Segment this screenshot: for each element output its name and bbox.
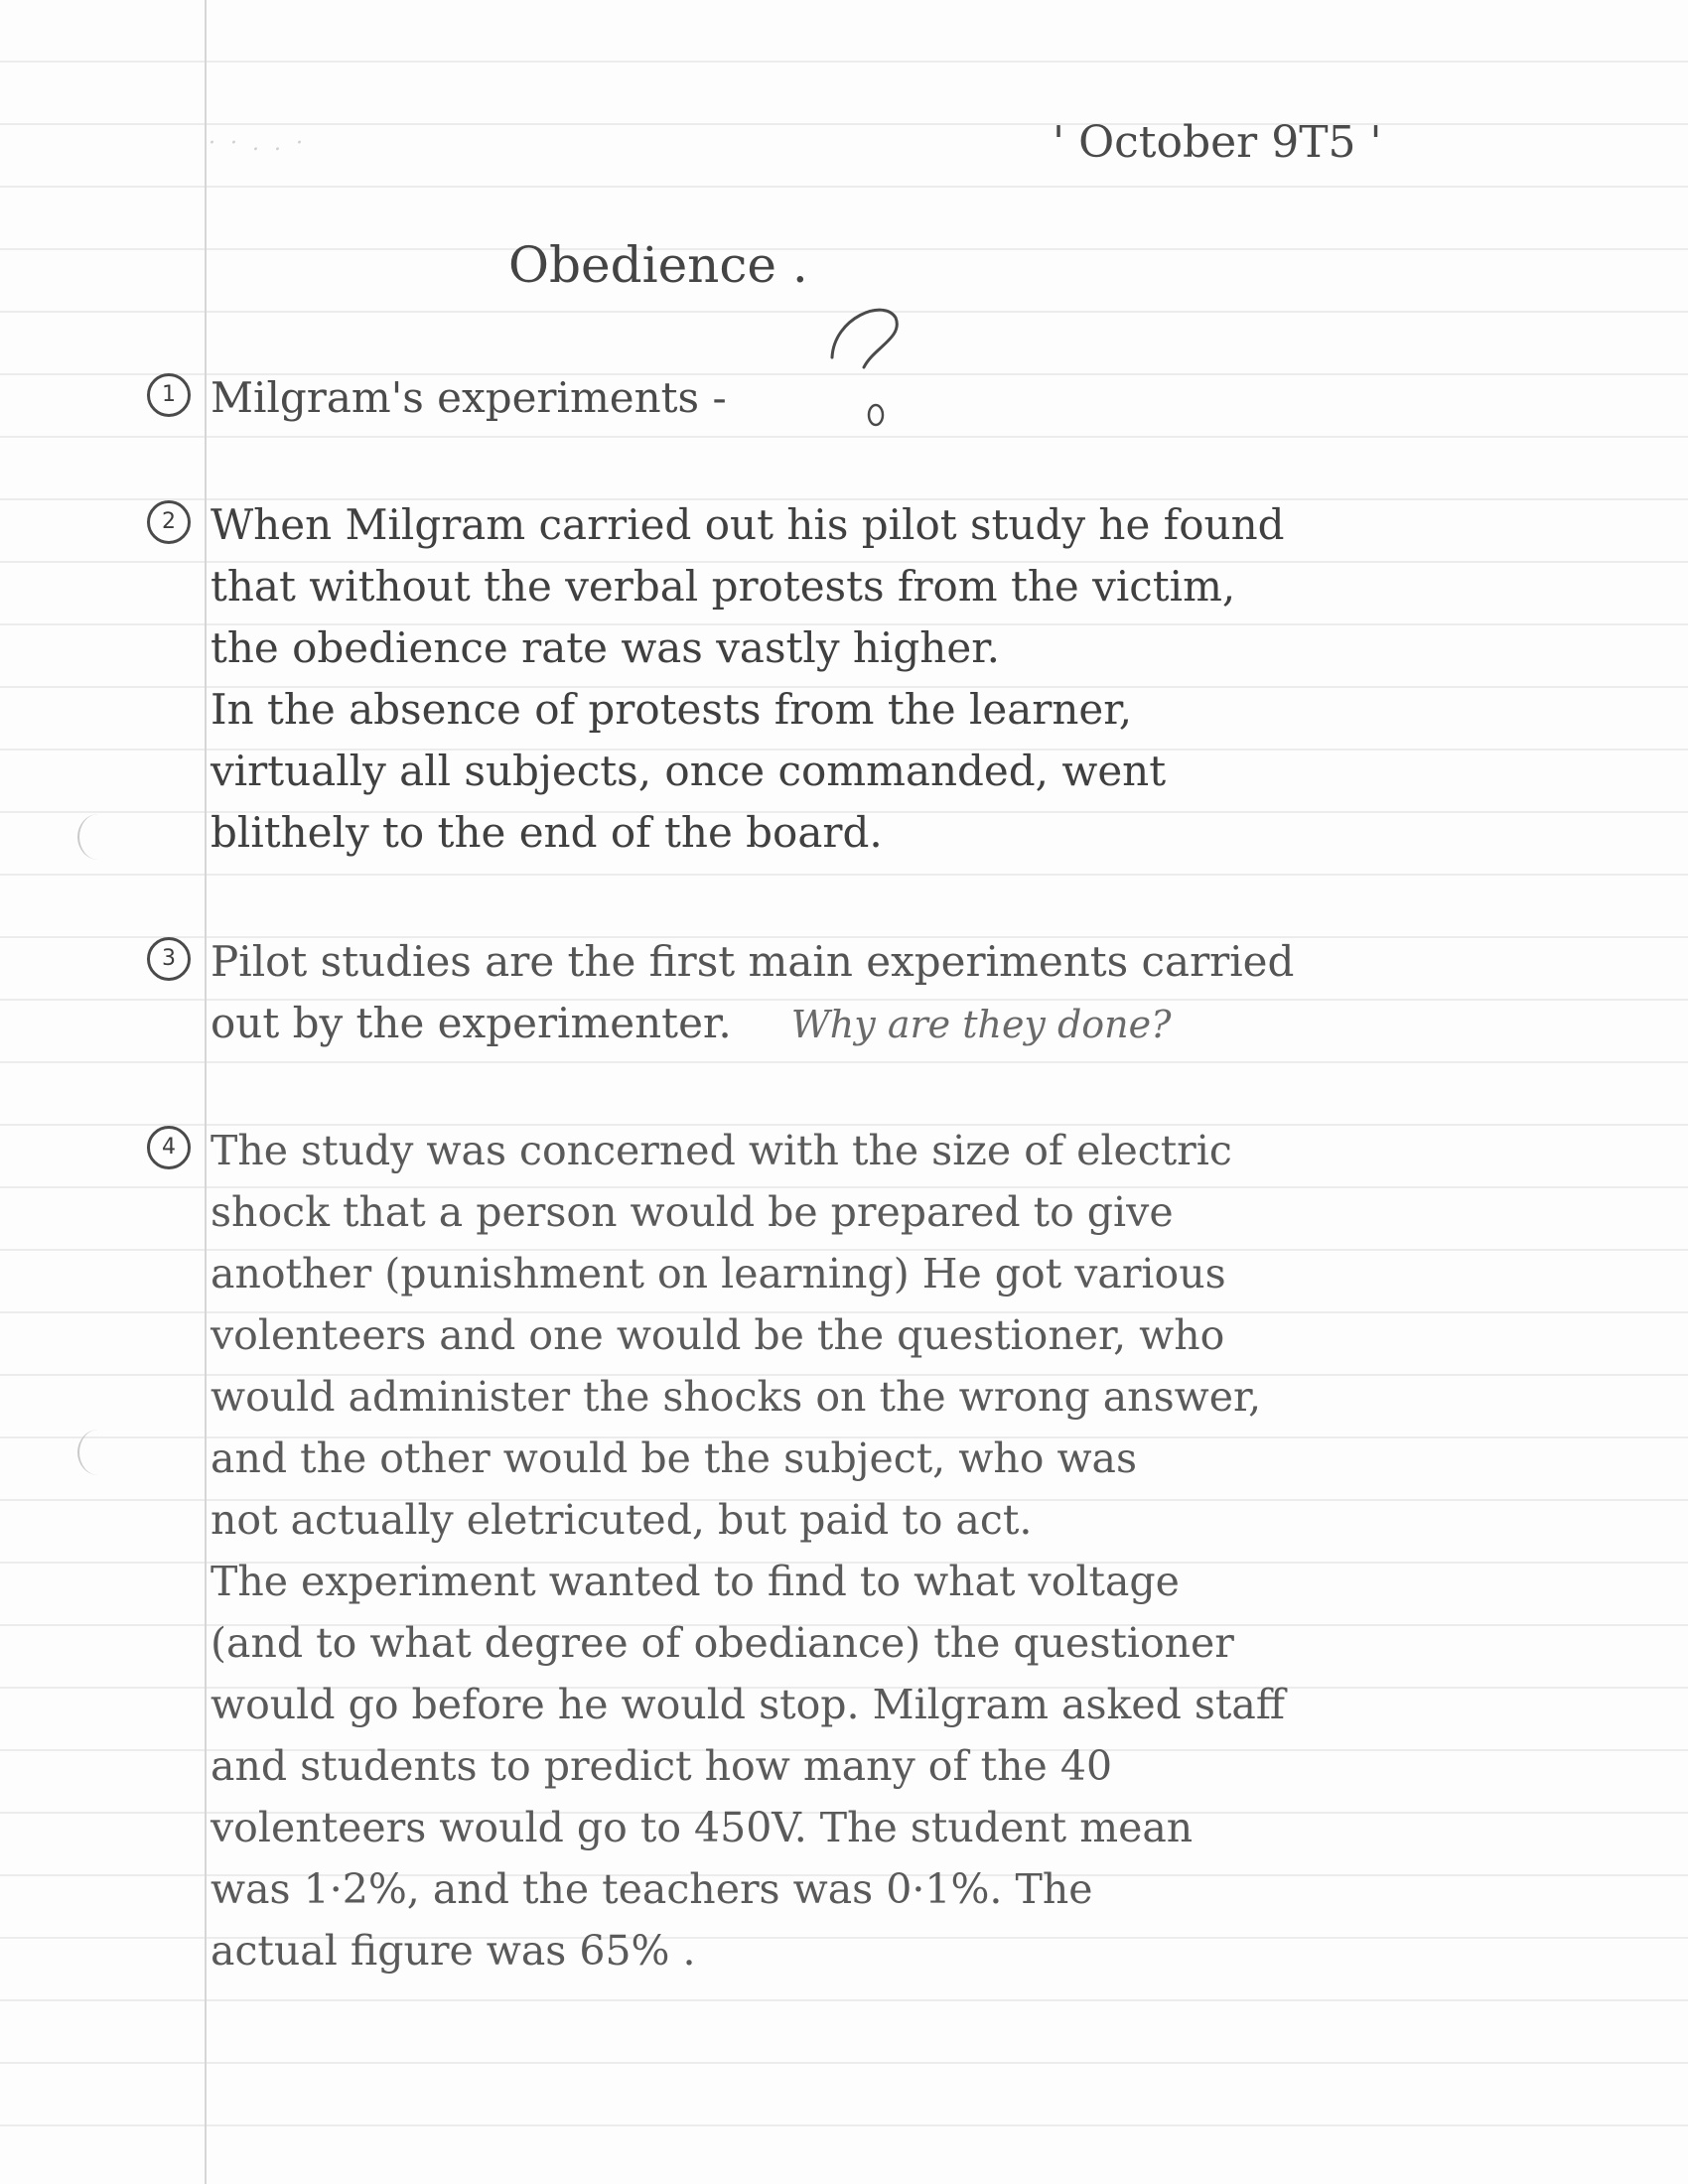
list-item-4 (147, 1120, 1557, 1981)
text-line: volenteers and one would be the questioner, who (211, 1311, 1225, 1359)
item-text (211, 367, 1557, 429)
text-line: not actually eletricuted, but paid to act. (211, 1496, 1033, 1544)
teacher-comment: Why are they done? (790, 1003, 1172, 1046)
item-number: 4 (147, 1126, 191, 1169)
text-line: In the absence of protests from the learner, (211, 685, 1133, 734)
item-number: 2 (147, 500, 191, 544)
item-text (211, 494, 1557, 864)
text-line: virtually all subjects, once commanded, went (211, 747, 1167, 795)
text-line: that without the verbal protests from the victim, (211, 562, 1236, 611)
text-line: shock that a person would be prepared to give (211, 1188, 1174, 1236)
punch-hole-lower (77, 1430, 119, 1475)
text-line: the obedience rate was vastly higher. (211, 623, 1001, 672)
text-line: When Milgram carried out his pilot study he found (211, 500, 1285, 549)
faded-name: · · . . · (209, 131, 307, 156)
text-line: Pilot studies are the first main experiments carried (211, 937, 1295, 986)
text-line: The study was concerned with the size of electric (211, 1127, 1232, 1174)
text-line: and the other would be the subject, who was (211, 1434, 1138, 1482)
text-line: The experiment wanted to find to what voltage (211, 1558, 1180, 1605)
text-line: would administer the shocks on the wrong answer, (211, 1373, 1262, 1421)
text-line: was 1·2%, and the teachers was 0·1%. The (211, 1865, 1093, 1913)
text-line-with-comment (211, 993, 1557, 1055)
list-item-1 (147, 367, 1557, 429)
text-line: (and to what degree of obediance) the questioner (211, 1619, 1234, 1667)
text-line: Milgram's experiments - (211, 373, 727, 422)
text-line: and students to predict how many of the 40 (211, 1742, 1113, 1790)
text-line: would go before he would stop. Milgram asked staff (211, 1681, 1285, 1728)
item-number: 3 (147, 937, 191, 981)
text-line: actual figure was 65% . (211, 1927, 696, 1975)
date-heading: ' October 9T5 ' (1053, 117, 1382, 168)
punch-hole-upper (77, 814, 119, 860)
text-line: volenteers would go to 450V. The student mean (211, 1804, 1194, 1851)
text-line: blithely to the end of the board. (211, 808, 883, 857)
item-text (211, 931, 1557, 1055)
text-line: out by the experimenter. (211, 999, 732, 1047)
list-item-3 (147, 931, 1557, 1055)
item-text (211, 1120, 1557, 1981)
page-title: Obedience . (508, 236, 808, 294)
item-number: 1 (147, 373, 191, 417)
text-line: another (punishment on learning) He got various (211, 1250, 1226, 1297)
list-item-2 (147, 494, 1557, 864)
